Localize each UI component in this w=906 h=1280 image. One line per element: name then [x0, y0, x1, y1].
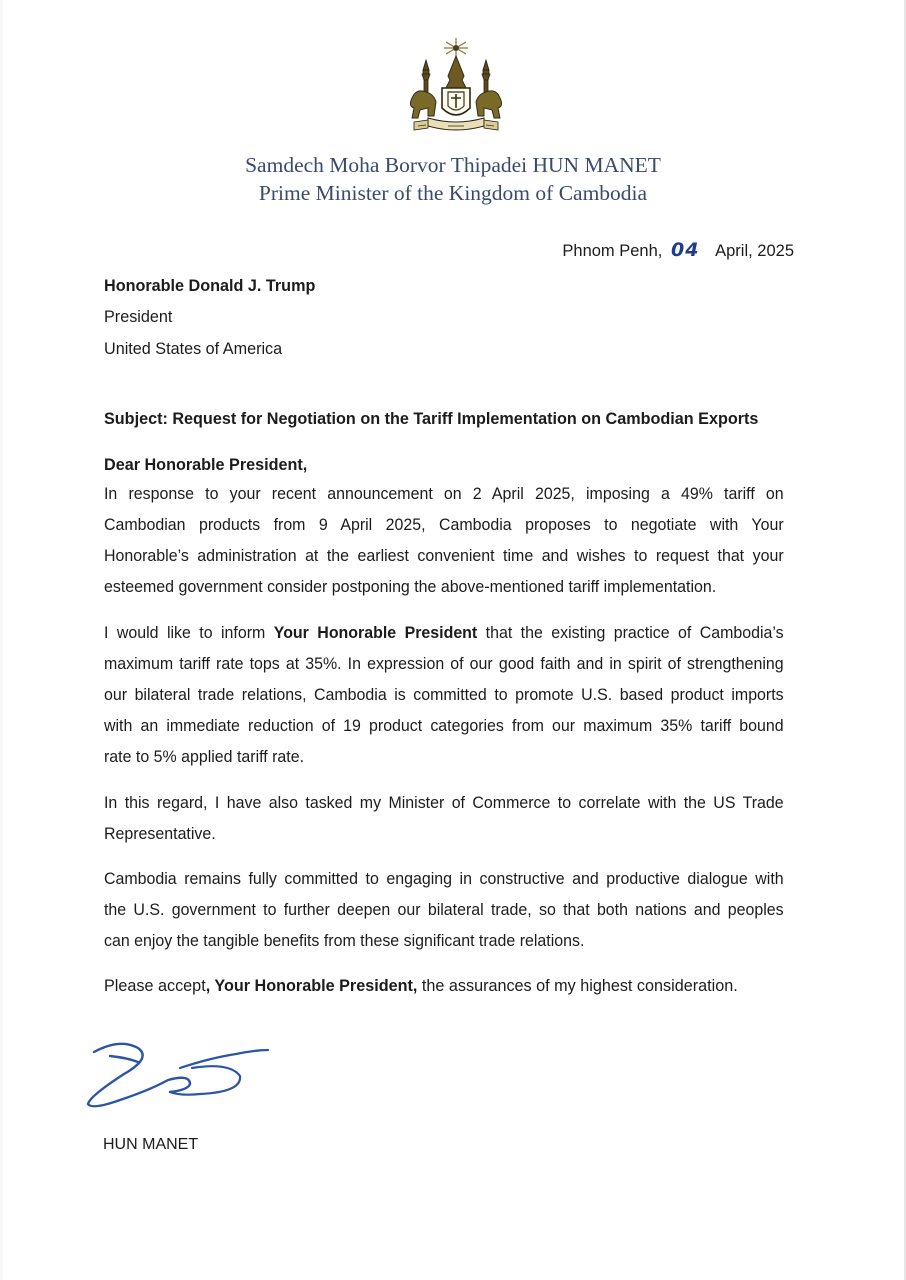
paragraph-line: our bilateral trade relations, Cambodia is committed to promote U.S. based product imports	[104, 686, 784, 704]
paragraph-3	[104, 788, 784, 850]
paragraph-line: maximum tariff rate tops at 35%. In expression of our good faith and in spirit of strengthening	[104, 655, 784, 673]
text: Please accept	[104, 977, 206, 995]
paragraph-line: In response to your recent announcement on 2 April 2025, imposing a 49% tariff on	[104, 485, 784, 503]
signer-name: HUN MANET	[103, 1136, 199, 1153]
emphasis: , Your Honorable President,	[205, 977, 418, 995]
paragraph-line: the U.S. government to further deepen our bilateral trade, so that both nations and peoples	[104, 901, 784, 919]
paragraph-1	[104, 479, 784, 603]
subject-line: Subject: Request for Negotiation on the Tariff Implementation on Cambodian Exports	[104, 410, 759, 428]
recipient-country: United States of America	[104, 340, 283, 358]
paragraph-line: rate to 5% applied tariff rate.	[104, 748, 305, 766]
closing-line	[104, 977, 738, 996]
paragraph-line	[104, 618, 784, 649]
paragraph-line: Cambodian products from 9 April 2025, Cambodia proposes to negotiate with Your	[104, 516, 784, 534]
paragraph-2	[104, 618, 784, 773]
text: I would like to inform	[104, 624, 274, 642]
letterhead-title: Prime Minister of the Kingdom of Cambodia	[258, 181, 648, 205]
paragraph-line: Cambodia remains fully committed to engaging in constructive and productive dialogue with	[104, 870, 784, 888]
letterhead-name: Samdech Moha Borvor Thipadei HUN MANET	[245, 153, 661, 177]
paragraph-line: with an immediate reduction of 19 product categories from our maximum 35% tariff bound	[104, 717, 784, 735]
paragraph-line: In this regard, I have also tasked my Minister of Commerce to correlate with the US Trade	[104, 794, 784, 812]
text: the assurances of my highest consideration.	[417, 977, 738, 995]
paragraph-line: esteemed government consider postponing the above-mentioned tariff implementation.	[104, 578, 717, 596]
paragraph-4	[104, 864, 784, 957]
date-month-year: April, 2025	[715, 242, 794, 260]
paragraph-line: can enjoy the tangible benefits from these significant trade relations.	[104, 932, 585, 950]
text: that the existing practice of Cambodia’s	[477, 624, 784, 642]
paragraph-line: Representative.	[104, 825, 216, 843]
recipient-title: President	[104, 308, 173, 326]
date-place: Phnom Penh,	[562, 242, 663, 260]
salutation: Dear Honorable President,	[104, 456, 308, 474]
royal-emblem-icon	[404, 36, 508, 136]
paragraph-line: Honorable’s administration at the earliest convenient time and wishes to request that your	[104, 547, 784, 565]
recipient-name: Honorable Donald J. Trump	[104, 277, 316, 295]
signature-icon	[80, 1040, 280, 1115]
letter-date	[562, 239, 794, 261]
date-day-handwritten: 04	[670, 239, 700, 261]
emphasis: Your Honorable President	[273, 624, 478, 642]
